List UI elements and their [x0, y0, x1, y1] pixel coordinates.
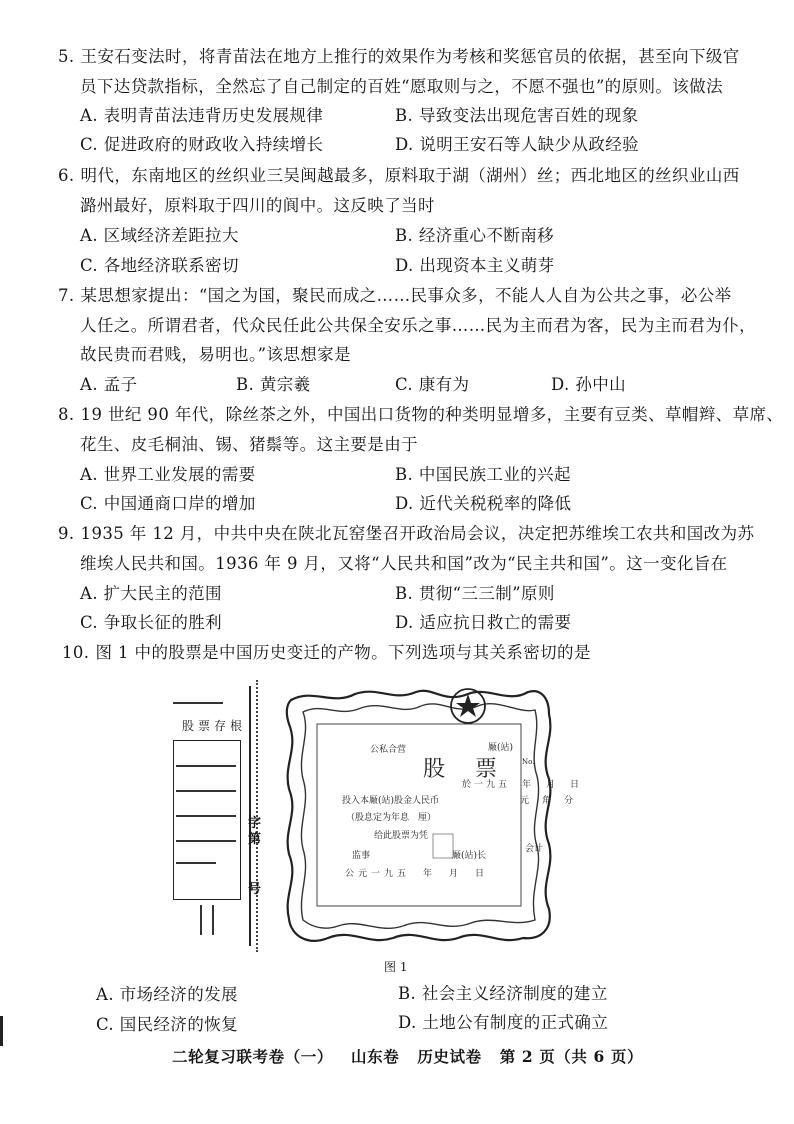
option-d[interactable]: D. 说明王安石等人缺少从政经验 [395, 135, 640, 154]
option-d[interactable]: D. 土地公有制度的正式确立 [398, 1013, 609, 1032]
stub-title: 股票存根 [182, 719, 247, 733]
option-d[interactable]: D. 适应抗日救亡的需要 [395, 613, 572, 632]
footer-region: 山东卷 [351, 1047, 400, 1066]
footer-exam: 二轮复习联考卷（一） [172, 1047, 334, 1066]
cert-sign-mid: 厰(站)长 [452, 851, 487, 861]
option-b[interactable]: B. 导致变法出现危害百姓的现象 [395, 106, 639, 125]
seal-box [433, 834, 453, 858]
question-number: 6. [58, 166, 75, 185]
question-number: 8. [58, 405, 75, 424]
stub-mark: 字 [248, 816, 262, 831]
cert-date-2: 公元一九五 年 月 日 [345, 869, 489, 879]
option-c[interactable]: C. 争取长征的胜利 [80, 613, 223, 632]
stub-rule [173, 702, 223, 704]
question-8-line-1: 8. 19 世纪 90 年代，除丝茶之外，中国出口货物的种类明显增多，主要有豆类、草帽辫、草席、 [58, 405, 784, 424]
cert-line-2: （股息定为年息 厘） [346, 813, 437, 823]
stub-rule [176, 840, 236, 842]
stub-rule [176, 815, 236, 817]
option-b[interactable]: B. 贯彻“三三制”原则 [395, 584, 555, 603]
option-c[interactable]: C. 康有为 [395, 375, 470, 394]
option-a[interactable]: A. 扩大民主的范围 [80, 584, 222, 603]
stub-mark: 号 [248, 882, 262, 897]
stub-table [173, 740, 241, 900]
option-b[interactable]: B. 社会主义经济制度的建立 [398, 984, 608, 1003]
stub-rule [176, 765, 236, 767]
figure-caption: 图 1 [384, 960, 408, 974]
question-number: 10. [62, 643, 90, 662]
question-6-line-2: 潞州最好，原料取于四川的阆中。这反映了当时 [80, 196, 435, 215]
question-9-line-2: 维埃人民共和国。1936 年 9 月，又将“人民共和国”改为“民主共和国”。这一变化旨在 [80, 554, 728, 573]
question-10-line-1: 10. 图 1 中的股票是中国历史变迁的产物。下列选项与其关系密切的是 [62, 643, 591, 662]
stub-rule [176, 790, 236, 792]
question-number: 9. [58, 524, 75, 543]
option-b[interactable]: B. 黄宗羲 [236, 375, 311, 394]
option-a[interactable]: A. 市场经济的发展 [96, 985, 238, 1004]
question-6-line-1: 6. 明代，东南地区的丝织业三吴闽越最多，原料取于湖（湖州）丝；西北地区的丝织业山西 [58, 166, 740, 185]
option-b[interactable]: B. 中国民族工业的兴起 [395, 465, 571, 484]
option-d[interactable]: D. 近代关税税率的降低 [395, 494, 572, 513]
cert-title: 股 票 [423, 757, 502, 782]
question-7-line-1: 7. 某思想家提出：“国之为国，聚民而成之……民事众多，不能人人自为公共之事，必公举 [58, 286, 732, 305]
cert-sign-left: 监事 [352, 851, 371, 861]
option-c[interactable]: C. 各地经济联系密切 [80, 256, 239, 275]
cert-top-left: 公私合营 [370, 745, 407, 755]
question-5-line-2: 员下达贷款指标，全然忘了自己制定的百姓“愿取则与之，不愿不强也”的原则。该做法 [80, 77, 723, 96]
option-c[interactable]: C. 中国通商口岸的增加 [80, 494, 256, 513]
stub-rule [212, 905, 214, 935]
question-8-line-2: 花生、皮毛桐油、锡、猪鬃等。这主要是由于 [80, 435, 418, 454]
question-9-line-1: 9. 1935 年 12 月，中共中央在陕北瓦窑堡召开政治局会议，决定把苏维埃工农共和国改为苏 [58, 524, 755, 543]
stub-rule [200, 905, 202, 935]
page-footer [172, 1045, 655, 1067]
option-d[interactable]: D. 孙中山 [551, 375, 627, 394]
cert-date-1: 於一九五 年 月 日 [462, 780, 583, 790]
cert-line-3: 给此股票为凭 [374, 831, 429, 841]
cert-unit: 元 角 分 [520, 796, 576, 806]
footer-page: 第 2 页（共 6 页） [499, 1047, 644, 1066]
question-7-line-2: 人任之。所谓君者，代众民任此公共保全安乐之事……民为主而君为客，民为主而君为仆， [80, 316, 756, 335]
option-c[interactable]: C. 促进政府的财政收入持续增长 [80, 135, 324, 154]
cert-top-right: 厰(站) [488, 743, 514, 753]
question-7-line-3: 故民贵而君贱，易明也。”该思想家是 [80, 345, 351, 364]
option-c[interactable]: C. 国民经济的恢复 [96, 1015, 239, 1034]
question-5-line-1: 5. 王安石变法时，将青苗法在地方上推行的效果作为考核和奖惩官员的依据，甚至向下级官 [58, 47, 740, 66]
option-a[interactable]: A. 表明青苗法违背历史发展规律 [80, 106, 324, 125]
stub-mark: 第 [248, 832, 262, 847]
cert-line-1: 投入本厰(站)股金人民币 [342, 796, 440, 806]
stub-rule [176, 862, 216, 864]
option-d[interactable]: D. 出现资本主义萌芽 [395, 256, 555, 275]
option-b[interactable]: B. 经济重心不断南移 [395, 226, 555, 245]
option-a[interactable]: A. 孟子 [80, 375, 138, 394]
page-edge-mark [0, 1016, 3, 1046]
cert-no: No. [522, 758, 535, 766]
option-a[interactable]: A. 区域经济差距拉大 [80, 226, 239, 245]
question-number: 5. [58, 47, 75, 66]
cert-sign-right: 会计 [525, 844, 544, 854]
option-a[interactable]: A. 世界工业发展的需要 [80, 465, 256, 484]
question-number: 7. [58, 286, 75, 305]
footer-subject: 历史试卷 [417, 1047, 482, 1066]
